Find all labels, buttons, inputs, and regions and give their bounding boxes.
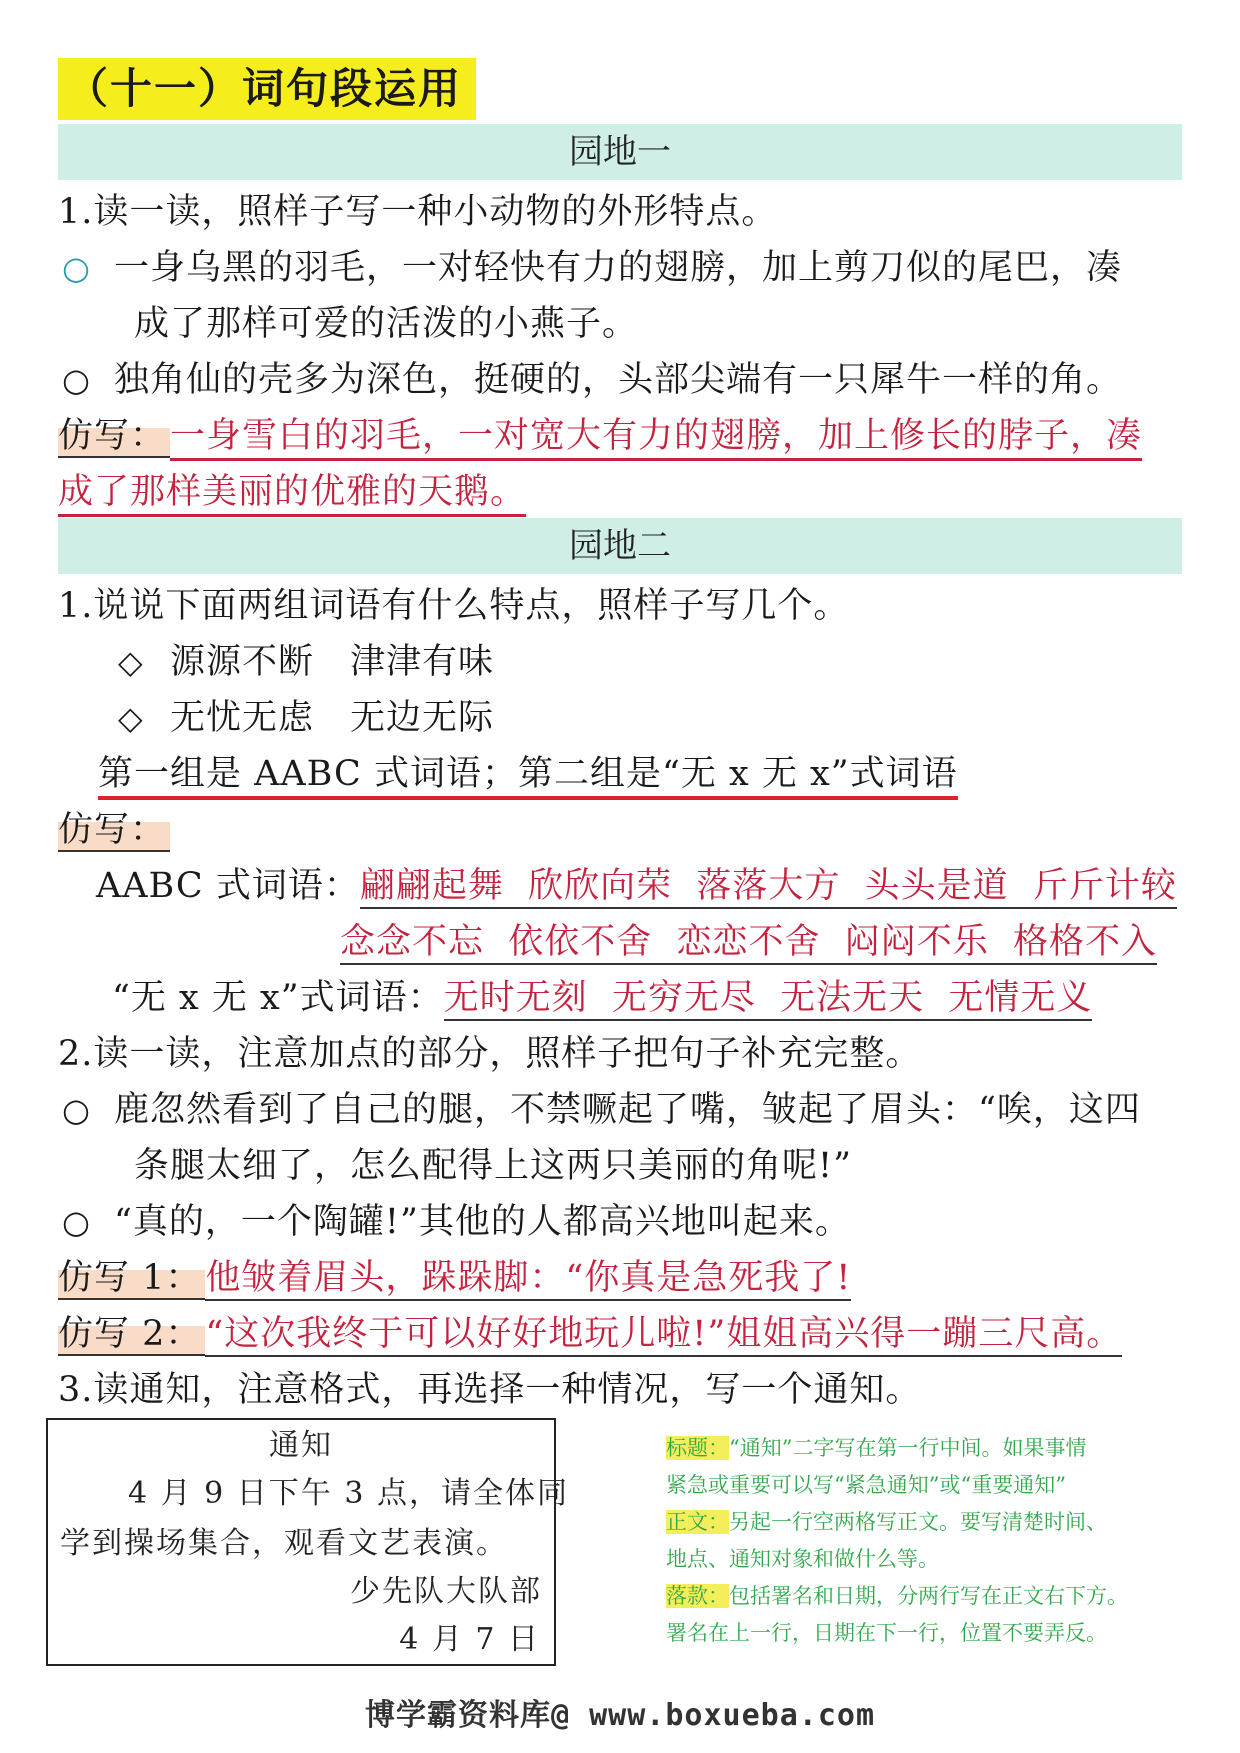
section-header-yuandi-2: 园地二 [58, 518, 1182, 574]
question-1-text: 1.读一读，照样子写一种小动物的外形特点。 [58, 192, 778, 232]
notice-body-line-2: 学到操场集合，观看文艺表演。 [60, 1526, 508, 1561]
aabc-row-2 [340, 916, 1157, 968]
example-2-text: 独角仙的壳多为深色，挺硬的，头部尖端有一只犀牛一样的角。 [114, 360, 1123, 400]
wu-label: “无 x 无 x”式词语： [112, 978, 444, 1018]
word-group-answer: 第一组是 AABC 式词语；第二组是“无 x 无 x”式词语 [98, 754, 958, 800]
tip-body-text-2: 地点、通知对象和做什么等。 [666, 1547, 939, 1571]
tip-sign-text-1: 包括署名和日期，分两行写在正文右下方。 [729, 1584, 1128, 1608]
diamond-bullet-icon: ◇ [118, 699, 144, 737]
word-group-1 [118, 636, 494, 688]
imitate-2-label: 仿写 2： [58, 1314, 205, 1356]
notice-format-tips [666, 1430, 1206, 1652]
aabc-words-line-2: 念念不忘 依依不舍 恋恋不舍 闷闷不乐 格格不入 [340, 922, 1157, 965]
imitate-label: 仿写： [58, 416, 170, 458]
circle-bullet-icon: ○ [62, 249, 91, 287]
imitate-answer-line-2-wrap [58, 466, 526, 518]
question-2-1-text: 1.说说下面两组词语有什么特点，照样子写几个。 [58, 586, 850, 626]
circle-bullet-icon: ○ [62, 1091, 91, 1129]
question-2-3-text: 3.读通知，注意格式，再选择一种情况，写一个通知。 [58, 1370, 922, 1410]
word-group-1-text: 源源不断 津津有味 [170, 642, 495, 682]
tip-body-label: 正文： [666, 1510, 729, 1534]
tip-title-text-2: 紧急或重要可以写“紧急通知”或“重要通知” [666, 1473, 1066, 1497]
example-1-line-1: 一身乌黑的羽毛，一对轻快有力的翅膀，加上剪刀似的尾巴，凑 [114, 248, 1123, 288]
imitate-answer-line-1: 一身雪白的羽毛，一对宽大有力的翅膀，加上修长的脖子，凑 [170, 416, 1142, 461]
imitate-answer-1 [58, 410, 1142, 462]
diamond-bullet-icon: ◇ [118, 643, 144, 681]
tip-body-text-1: 另起一行空两格写正文。要写清楚时间、 [729, 1510, 1107, 1534]
imitate-1-answer: 他皱着眉头，跺跺脚：“你真是急死我了! [205, 1258, 851, 1301]
aabc-row-1 [96, 860, 1177, 912]
tip-sign-label: 落款： [666, 1584, 729, 1608]
aabc-label: AABC 式词语： [96, 866, 360, 906]
watermark-footer: 博学霸资料库@ www.boxueba.com [364, 1698, 876, 1733]
q2-example-2 [62, 1196, 851, 1248]
imitate-1-row [58, 1252, 851, 1304]
notice-sample-box [46, 1418, 569, 1666]
aabc-words-line-1: 翩翩起舞 欣欣向荣 落落大方 头头是道 斤斤计较 [360, 866, 1177, 909]
notice-signer: 少先队大队部 [350, 1574, 542, 1609]
notice-title: 通知 [269, 1428, 333, 1463]
circle-bullet-icon: ○ [62, 361, 91, 399]
word-group-2-text: 无忧无虑 无边无际 [170, 698, 495, 738]
q2-example-1 [62, 1084, 1141, 1136]
imitate-1-label: 仿写 1： [58, 1258, 205, 1300]
tip-title-text-1: “通知”二字写在第一行中间。如果事情 [729, 1436, 1087, 1460]
wu-words: 无时无刻 无穷无尽 无法无天 无情无义 [444, 978, 1093, 1021]
notice-date: 4 月 7 日 [399, 1622, 540, 1657]
section-header-yuandi-1: 园地一 [58, 124, 1182, 180]
imitate-2-answer: “这次我终于可以好好地玩儿啦!”姐姐高兴得一蹦三尺高。 [205, 1314, 1122, 1357]
example-2 [62, 354, 1122, 406]
imitate-2-row [58, 1308, 1122, 1360]
imitate-label-2-wrap [58, 804, 170, 856]
notice-body-line-1: 4 月 9 日下午 3 点，请全体同 [128, 1476, 569, 1511]
tip-sign-text-2: 署名在上一行，日期在下一行，位置不要弄反。 [666, 1621, 1107, 1645]
tip-sign-row-1 [666, 1578, 1206, 1615]
circle-bullet-icon: ○ [62, 1203, 91, 1241]
example-1-line-2: 成了那样可爱的活泼的小燕子。 [134, 304, 639, 344]
word-group-2 [118, 692, 494, 744]
tip-body-row-1 [666, 1504, 1206, 1541]
q2-example-2-text: “真的，一个陶罐!”其他的人都高兴地叫起来。 [114, 1202, 851, 1242]
q2-example-1-line-1: 鹿忽然看到了自己的腿，不禁噘起了嘴，皱起了眉头：“唉，这四 [114, 1090, 1141, 1130]
tip-title-label: 标题： [666, 1436, 729, 1460]
page-title: （十一）词句段运用 [58, 58, 476, 120]
imitate-label: 仿写： [58, 810, 170, 852]
wu-row [112, 972, 1092, 1024]
word-group-answer-wrap [98, 748, 958, 800]
tip-title-row-1 [666, 1430, 1206, 1467]
example-1 [62, 242, 1122, 294]
imitate-answer-line-2: 成了那样美丽的优雅的天鹅。 [58, 472, 526, 517]
q2-example-1-line-2: 条腿太细了，怎么配得上这两只美丽的角呢!” [134, 1146, 852, 1186]
question-2-2-text: 2.读一读，注意加点的部分，照样子把句子补充完整。 [58, 1034, 922, 1074]
